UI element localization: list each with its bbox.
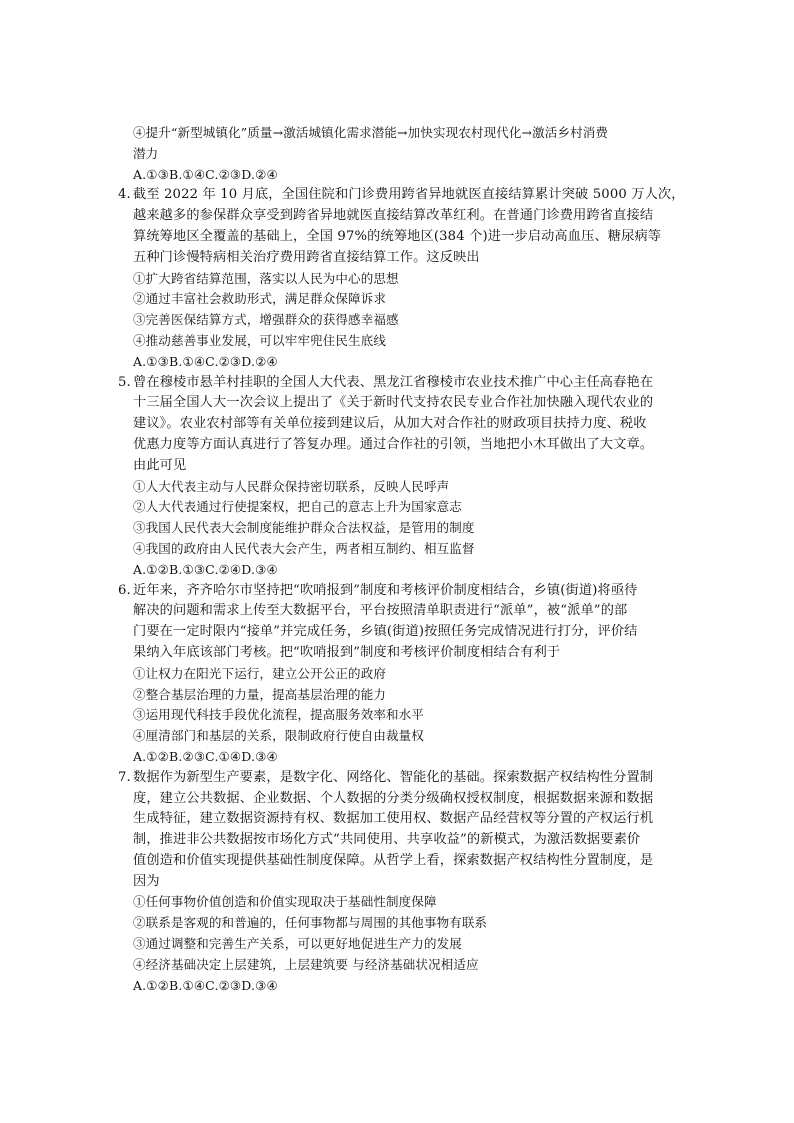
q7-stem-line: 数据作为新型生产要素，是数字化、网络化、智能化的基础。探索数据产权结构性分置制 [133, 769, 654, 785]
q5-stem-line: 由此可见 [133, 457, 187, 473]
q7-stem-line: 值创造和价值实现提供基础性制度保障。从哲学上看，探索数据产权结构性分置制度，是 [133, 852, 654, 868]
q7-option: ③通过调整和完善生产关系，可以更好地促进生产力的发展 [133, 936, 462, 952]
q5-answer-choices: A.①②B.①③C.②④D.③④ [133, 561, 278, 577]
question-4 [118, 185, 693, 372]
q5-option: ①人大代表主动与人民群众保持密切联系，反映人民呼声 [133, 478, 450, 494]
question-number: 5. [118, 374, 131, 390]
q4-stem-line: 算统筹地区全覆盖的基础上，全国 97%的统筹地区(384 个)进一步启动高血压、糖尿病等 [133, 228, 662, 244]
q6-stem-line: 果纳入年底该部门考核。把“吹哨报到”制度和考核评价制度相结合有利于 [133, 644, 561, 660]
q4-stem-line: 截至 2022 年 10 月底，全国住院和门诊费用跨省异地就医直接结算累计突破 5000 万人次， [133, 187, 685, 203]
q7-option: ①任何事物价值创造和价值实现取决于基础性制度保障 [133, 894, 437, 910]
q6-option: ①让权力在阳光下运行，建立公开公正的政府 [133, 665, 387, 681]
q4-option: ④推动慈善事业发展，可以牢牢兜住民生底线 [133, 332, 387, 348]
q7-option: ④经济基础决定上层建筑，上层建筑要 与经济基础状况相适应 [133, 956, 479, 972]
q7-stem-line: 度，建立公共数据、企业数据、个人数据的分类分级确权授权制度，根据数据来源和数据 [133, 790, 654, 806]
q6-stem-line: 近年来，齐齐哈尔市坚持把“吹哨报到”制度和考核评价制度相结合，乡镇(街道)将亟待 [133, 582, 638, 598]
q5-stem-line: 建议》。农业农村部等有关单位接到建议后，从加大对合作社的财政项目扶持力度、税收 [133, 416, 647, 432]
q5-option: ③我国人民代表大会制度能维护群众合法权益，是管用的制度 [133, 520, 475, 536]
q6-option: ③运用现代科技手段优化流程，提高服务效率和水平 [133, 707, 424, 723]
question-number: 7. [118, 769, 131, 785]
q5-option: ②人大代表通过行使提案权，把自己的意志上升为国家意志 [133, 499, 462, 515]
q4-stem-line: 越来越多的参保群众享受到跨省异地就医直接结算改革红利。在普通门诊费用跨省直接结 [133, 208, 654, 224]
question-5 [118, 373, 693, 581]
q5-stem-line: 曾在穆棱市悬羊村挂职的全国人大代表、黑龙江省穆棱市农业技术推广中心主任高春艳在 [133, 374, 654, 390]
q7-stem-line: 因为 [133, 873, 160, 889]
q5-stem-line: 十三届全国人大一次会议上提出了《关于新时代支持农民专业合作社加快融入现代农业的 [133, 395, 654, 411]
q6-answer-choices: A.①②B.②③C.①④D.③④ [133, 748, 278, 764]
question-content [118, 123, 693, 996]
q4-option: ①扩大跨省结算范围，落实以人民为中心的思想 [133, 270, 399, 286]
q6-stem-line: 门要在一定时限内“接单”并完成任务，乡镇(街道)按照任务完成情况进行打分，评价结 [133, 624, 638, 640]
q5-stem-line: 优惠力度等方面认真进行了答复办理。通过合作社的引领，当地把小木耳做出了大文章。 [133, 436, 654, 452]
q6-option: ④厘清部门和基层的关系，限制政府行使自由裁量权 [133, 728, 424, 744]
q7-option: ②联系是客观的和普遍的，任何事物都与周围的其他事物有联系 [133, 915, 488, 931]
question-number: 6. [118, 582, 131, 598]
q4-option: ②通过丰富社会救助形式，满足群众保障诉求 [133, 291, 387, 307]
q4-answer-choices: A.①③B.①④C.②③D.②④ [133, 353, 278, 369]
q3-option-4-line-2: 潜力 [133, 145, 159, 161]
q7-stem-line: 生成特征，建立数据资源持有权、数据加工使用权、数据产品经营权等分置的产权运行机 [133, 811, 654, 827]
q3-answer-choices: A.①③B.①④C.②③D.②④ [133, 166, 278, 182]
q6-stem-line: 解决的问题和需求上传至大数据平台，平台按照清单职责进行“派单”，被“派单”的部 [133, 603, 628, 619]
question-7 [118, 768, 693, 997]
q7-stem-line: 制，推进非公共数据按市场化方式“共同使用、共享收益”的新模式，为激活数据要素价 [133, 832, 641, 848]
q5-option: ④我国的政府由人民代表大会产生，两者相互制约、相互监督 [133, 540, 475, 556]
q7-answer-choices: A.①②B.①④C.②③D.③④ [133, 977, 278, 993]
question-number: 4. [118, 187, 131, 203]
q3-option-4-line-1: ④提升“新型城镇化”质量→激活城镇化需求潜能→加快实现农村现代化→激活乡村消费 [133, 125, 609, 140]
question-6 [118, 581, 693, 768]
q6-option: ②整合基层治理的力量，提高基层治理的能力 [133, 686, 387, 702]
q4-option: ③完善医保结算方式，增强群众的获得感幸福感 [133, 312, 399, 328]
q4-stem-line: 五种门诊慢特病相关治疗费用跨省直接结算工作。这反映出 [133, 249, 480, 265]
question-3-tail [133, 123, 693, 185]
